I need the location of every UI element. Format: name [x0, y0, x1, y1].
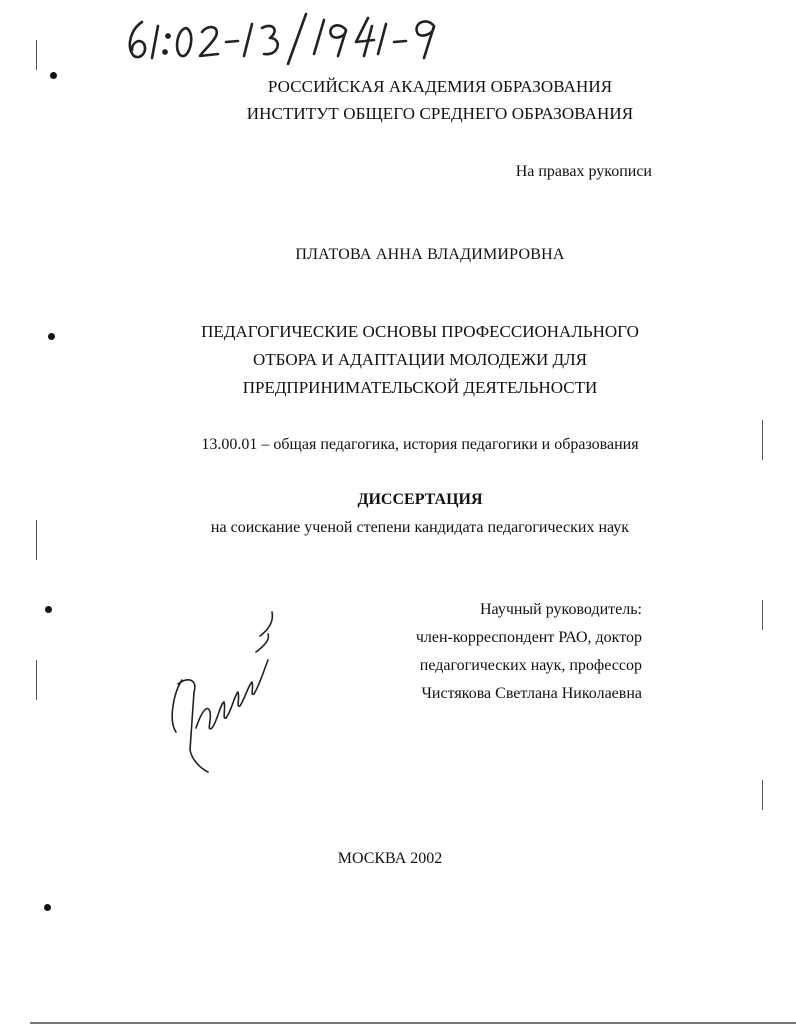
author-name: ПЛАТОВА АННА ВЛАДИМИРОВНА	[295, 246, 565, 263]
scan-edge-mark	[36, 520, 37, 560]
scan-edge-mark	[36, 40, 37, 70]
degree-line: на соискание ученой степени кандидата педагогических наук	[210, 519, 630, 536]
punch-hole-dot	[45, 606, 52, 613]
punch-hole-dot	[44, 904, 51, 911]
handwritten-archive-number	[120, 8, 460, 68]
city-year: МОСКВА 2002	[337, 850, 443, 867]
dissertation-title-line-2: ОТБОРА И АДАПТАЦИИ МОЛОДЕЖИ ДЛЯ	[253, 350, 587, 369]
scan-edge-mark	[762, 420, 763, 460]
scan-edge-mark	[762, 780, 763, 810]
supervisor-label: Научный руководитель:	[479, 601, 642, 618]
work-type: ДИССЕРТАЦИЯ	[357, 491, 483, 508]
supervisor-name: Чистякова Светлана Николаевна	[421, 685, 642, 702]
punch-hole-dot	[50, 72, 57, 79]
organization-line-1: РОССИЙСКАЯ АКАДЕМИЯ ОБРАЗОВАНИЯ	[267, 77, 613, 96]
dissertation-title-line-3: ПРЕДПРИНИМАТЕЛЬСКОЙ ДЕЯТЕЛЬНОСТИ	[242, 378, 598, 397]
rights-note: На правах рукописи	[515, 163, 652, 180]
scan-edge-mark	[762, 600, 763, 630]
dissertation-title-line-1: ПЕДАГОГИЧЕСКИЕ ОСНОВЫ ПРОФЕССИОНАЛЬНОГО	[201, 322, 639, 341]
supervisor-title-line-2: педагогических наук, профессор	[419, 657, 642, 674]
handwritten-signature	[160, 600, 290, 780]
punch-hole-dot	[48, 333, 55, 340]
supervisor-title-line-1: член-корреспондент РАО, доктор	[415, 629, 642, 646]
scan-bottom-edge	[30, 1022, 796, 1024]
specialty-code: 13.00.01 – общая педагогика, история педагогики и образования	[201, 436, 639, 453]
organization-line-2: ИНСТИТУТ ОБЩЕГО СРЕДНЕГО ОБРАЗОВАНИЯ	[246, 104, 634, 123]
scan-edge-mark	[36, 660, 37, 700]
